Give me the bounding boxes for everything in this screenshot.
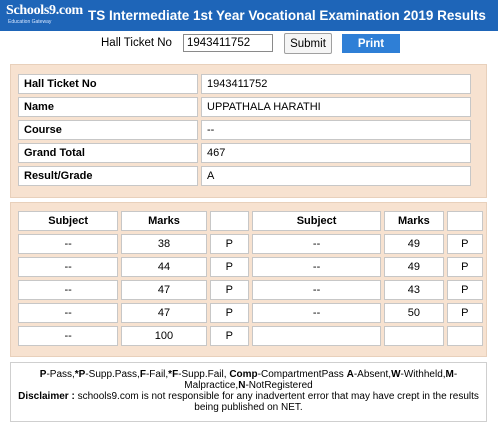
- legend-panel: [10, 362, 487, 422]
- schools9-logo[interactable]: [6, 3, 86, 27]
- detail-value: 467: [201, 143, 471, 163]
- marks-cell: 44: [121, 257, 206, 277]
- marks-cell: 49: [384, 257, 443, 277]
- column-header: Marks: [384, 211, 443, 231]
- table-header-row: [18, 211, 483, 231]
- table-row: [18, 303, 483, 323]
- table-row: [18, 97, 471, 117]
- status-cell: P: [210, 303, 249, 323]
- detail-value: UPPATHALA HARATHI: [201, 97, 471, 117]
- student-details-table: [15, 71, 474, 189]
- student-details-panel: [10, 64, 487, 198]
- marks-cell: 47: [121, 280, 206, 300]
- page-title: TS Intermediate 1st Year Vocational Examination 2019 Results: [88, 8, 486, 23]
- status-cell: P: [210, 326, 249, 346]
- header-bar: [0, 0, 498, 31]
- marks-cell: 38: [121, 234, 206, 254]
- table-row: [18, 326, 483, 346]
- status-cell: P: [447, 257, 483, 277]
- submit-button[interactable]: Submit: [284, 33, 332, 54]
- table-row: [18, 120, 471, 140]
- subject-cell: --: [252, 257, 381, 277]
- table-row: [18, 143, 471, 163]
- detail-value: 1943411752: [201, 74, 471, 94]
- empty-cell: [447, 326, 483, 346]
- empty-cell: [384, 326, 443, 346]
- column-header: Marks: [121, 211, 206, 231]
- subject-cell: --: [18, 303, 118, 323]
- subject-cell: --: [252, 280, 381, 300]
- logo-text: Schools9.com: [6, 3, 83, 18]
- subject-cell: --: [18, 257, 118, 277]
- column-header: [210, 211, 249, 231]
- table-row: [18, 74, 471, 94]
- disclaimer-label: Disclaimer :: [18, 391, 75, 402]
- column-header: Subject: [18, 211, 118, 231]
- subject-cell: --: [252, 303, 381, 323]
- hall-ticket-input[interactable]: [183, 34, 273, 52]
- status-cell: P: [210, 257, 249, 277]
- status-cell: P: [210, 234, 249, 254]
- marks-panel: [10, 202, 487, 357]
- disclaimer-text: schools9.com is not responsible for any inadvertent error that may have crept in the results being published on NET.: [74, 391, 479, 413]
- marks-table: [15, 208, 486, 349]
- table-row: [18, 280, 483, 300]
- marks-cell: 47: [121, 303, 206, 323]
- marks-cell: 50: [384, 303, 443, 323]
- detail-label: Grand Total: [18, 143, 198, 163]
- table-row: [18, 234, 483, 254]
- detail-label: Course: [18, 120, 198, 140]
- subject-cell: --: [18, 326, 118, 346]
- detail-value: A: [201, 166, 471, 186]
- detail-value: --: [201, 120, 471, 140]
- status-cell: P: [447, 303, 483, 323]
- legend-line: P-Pass,*P-Supp.Pass,F-Fail,*F-Supp.Fail, Comp-CompartmentPass A-Absent,W-Withheld,M-Malpractice,N-NotRegistered: [39, 369, 458, 391]
- print-button[interactable]: Print: [342, 34, 400, 53]
- status-cell: P: [447, 280, 483, 300]
- column-header: Subject: [252, 211, 381, 231]
- marks-cell: 49: [384, 234, 443, 254]
- detail-label: Hall Ticket No: [18, 74, 198, 94]
- hall-ticket-form: [0, 33, 498, 55]
- empty-cell: [252, 326, 381, 346]
- marks-cell: 100: [121, 326, 206, 346]
- table-row: [18, 257, 483, 277]
- column-header: [447, 211, 483, 231]
- table-row: [18, 166, 471, 186]
- subject-cell: --: [18, 234, 118, 254]
- detail-label: Name: [18, 97, 198, 117]
- detail-label: Result/Grade: [18, 166, 198, 186]
- disclaimer: [18, 391, 479, 413]
- legend-text: [17, 369, 480, 413]
- status-cell: P: [210, 280, 249, 300]
- subject-cell: --: [18, 280, 118, 300]
- marks-cell: 43: [384, 280, 443, 300]
- status-cell: P: [447, 234, 483, 254]
- subject-cell: --: [252, 234, 381, 254]
- logo-subtitle: Education Gateway: [8, 19, 52, 25]
- hall-ticket-label: Hall Ticket No: [101, 37, 172, 49]
